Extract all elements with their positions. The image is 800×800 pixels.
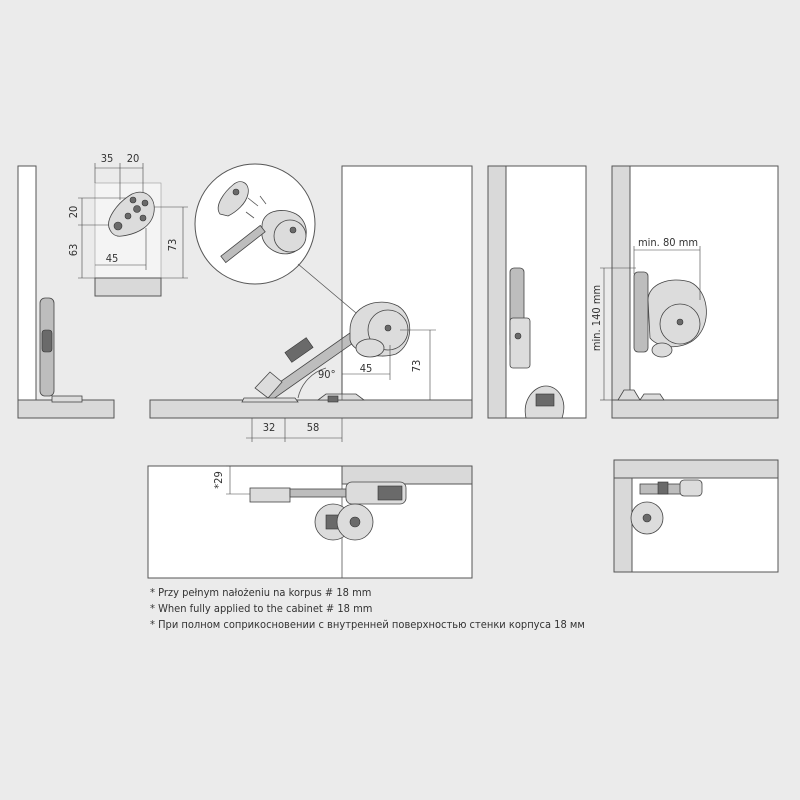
hinge-block bbox=[328, 396, 338, 402]
mechanism-block bbox=[658, 482, 668, 494]
cabinet-top bbox=[614, 460, 778, 478]
lift-arm-sleeve bbox=[285, 338, 313, 363]
cabinet-bottom-board bbox=[18, 400, 114, 418]
dim-45-plate: 45 bbox=[105, 252, 119, 265]
hinge-cup-center bbox=[350, 517, 360, 527]
dim-73-main: 73 bbox=[410, 359, 423, 373]
dim-73-plate: 73 bbox=[166, 238, 179, 252]
screw-hole bbox=[140, 215, 146, 221]
main-open-view bbox=[150, 164, 472, 442]
mechanism-screw bbox=[515, 333, 521, 339]
hinge-cup-center bbox=[643, 514, 651, 522]
zoom-pivot bbox=[233, 189, 239, 195]
base-plate bbox=[242, 398, 298, 402]
cabinet-bottom-board bbox=[150, 400, 472, 418]
dim-20-top: 20 bbox=[126, 152, 140, 165]
side-view-closed bbox=[488, 166, 586, 418]
dim-35: 35 bbox=[100, 152, 114, 165]
cabinet-side-panel bbox=[18, 166, 36, 418]
hinge-cup-insert bbox=[536, 394, 554, 406]
mechanism-block bbox=[378, 486, 402, 500]
note-russian: * При полном соприкосновении с внутренней поверхностью стенки корпуса 18 мм bbox=[150, 618, 585, 631]
dim-45-main: 45 bbox=[359, 362, 373, 375]
dim-90-degrees: 90° bbox=[318, 368, 336, 381]
screw-hole bbox=[114, 222, 122, 230]
wheel-pin bbox=[385, 325, 391, 331]
housing-foot bbox=[356, 339, 384, 357]
mechanism-housing bbox=[680, 480, 702, 496]
cabinet-side bbox=[488, 166, 506, 418]
pivot-hole bbox=[134, 206, 141, 213]
housing-foot bbox=[652, 343, 672, 357]
note-english: * When fully applied to the cabinet # 18 mm bbox=[150, 602, 373, 615]
side-view-right bbox=[590, 166, 778, 418]
top-view-right bbox=[614, 460, 778, 572]
cabinet-board bbox=[342, 466, 472, 484]
hinge-plate bbox=[318, 394, 364, 400]
screw-hole bbox=[125, 213, 131, 219]
dim-32: 32 bbox=[262, 421, 276, 434]
zoom-wheel-pin bbox=[290, 227, 296, 233]
mechanism-plate bbox=[510, 318, 530, 368]
bottom-plate bbox=[52, 396, 82, 402]
lift-arm bbox=[290, 489, 346, 497]
base-bracket bbox=[250, 488, 290, 502]
dim-20-left: 20 bbox=[67, 205, 80, 219]
dim-29: *29 bbox=[212, 471, 225, 489]
folded-mechanism bbox=[634, 272, 648, 352]
top-view bbox=[148, 466, 472, 578]
hinge-plate bbox=[640, 394, 664, 400]
screw-hole bbox=[130, 197, 136, 203]
zoom-mechanism-wheel bbox=[274, 220, 306, 252]
screw-hole bbox=[142, 200, 148, 206]
mechanism-joint bbox=[42, 330, 52, 352]
wheel-pin bbox=[677, 319, 683, 325]
plate-board-section bbox=[95, 278, 161, 296]
note-polish: * Przy pełnym nałożeniu na korpus # 18 mm bbox=[150, 586, 372, 599]
cabinet-bottom-board bbox=[612, 400, 778, 418]
dim-min-140: min. 140 mm bbox=[590, 284, 603, 352]
dim-min-80: min. 80 mm bbox=[638, 236, 698, 249]
dim-58: 58 bbox=[306, 421, 320, 434]
cabinet-side bbox=[612, 166, 630, 418]
dim-63: 63 bbox=[67, 243, 80, 257]
mounting-plate-drawing bbox=[67, 152, 188, 296]
